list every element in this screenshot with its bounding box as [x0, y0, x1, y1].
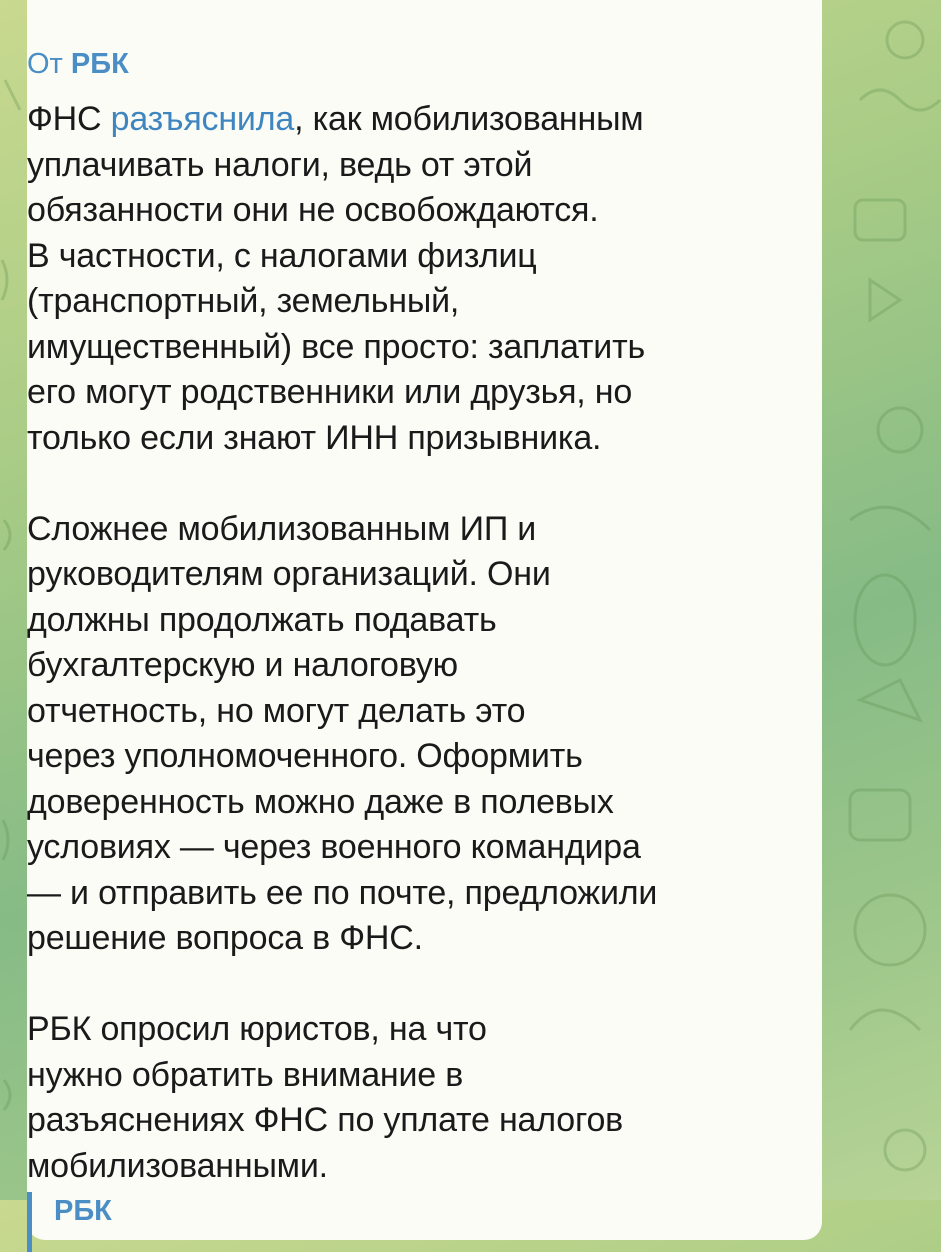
message-line: (транспортный, земельный,	[27, 282, 460, 320]
forward-header-clipped	[27, 40, 727, 56]
message-line: доверенность можно даже в полевых	[27, 782, 614, 821]
message-line: мобилизованными.	[27, 1146, 328, 1185]
message-line: нужно обратить внимание в	[27, 1055, 464, 1094]
message-text-fragment: ФНС	[27, 100, 111, 138]
link-preview-site-name: РБК	[54, 1195, 112, 1227]
message-line: только если знают ИНН призывника.	[27, 418, 602, 457]
message-line: отчетность, но могут делать это	[27, 691, 526, 730]
message-line: через уполномоченного. Оформить	[27, 737, 583, 775]
message-line: условиях — через военного командира	[27, 828, 641, 866]
paragraph-gap	[27, 461, 787, 507]
forwarded-source-name[interactable]: РБК	[70, 48, 129, 80]
forwarded-from-label: От	[27, 48, 63, 80]
message-line: его могут родственники или друзья, но	[27, 373, 633, 411]
message-line: В частности, с налогами физлиц	[27, 236, 537, 275]
message-text-fragment: , как мобилизованным	[294, 100, 644, 138]
message-line: бухгалтерскую и налоговую	[27, 646, 458, 684]
message-line: должны продолжать подавать	[27, 600, 497, 639]
message-line	[27, 97, 787, 143]
message-line: разъяснениях ФНС по уплате налогов	[27, 1101, 624, 1139]
paragraph-gap	[27, 962, 787, 1008]
message-line: руководителям организаций. Они	[27, 555, 551, 593]
message-line: решение вопроса в ФНС.	[27, 919, 423, 957]
message-line: обязанности они не освобождаются.	[27, 191, 599, 229]
message-line: уплачивать налоги, ведь от этой	[27, 145, 533, 184]
link-preview[interactable]	[27, 1192, 727, 1252]
message-line: имущественный) все просто: заплатить	[27, 327, 645, 366]
message-line: — и отправить ее по почте, предложили	[27, 873, 658, 912]
message-link[interactable]: разъяснила	[110, 100, 295, 138]
message-text	[27, 97, 787, 1189]
message-line: Сложнее мобилизованным ИП и	[27, 509, 537, 548]
forwarded-from[interactable]	[27, 47, 129, 81]
message-line: РБК опросил юристов, на что	[27, 1010, 487, 1048]
